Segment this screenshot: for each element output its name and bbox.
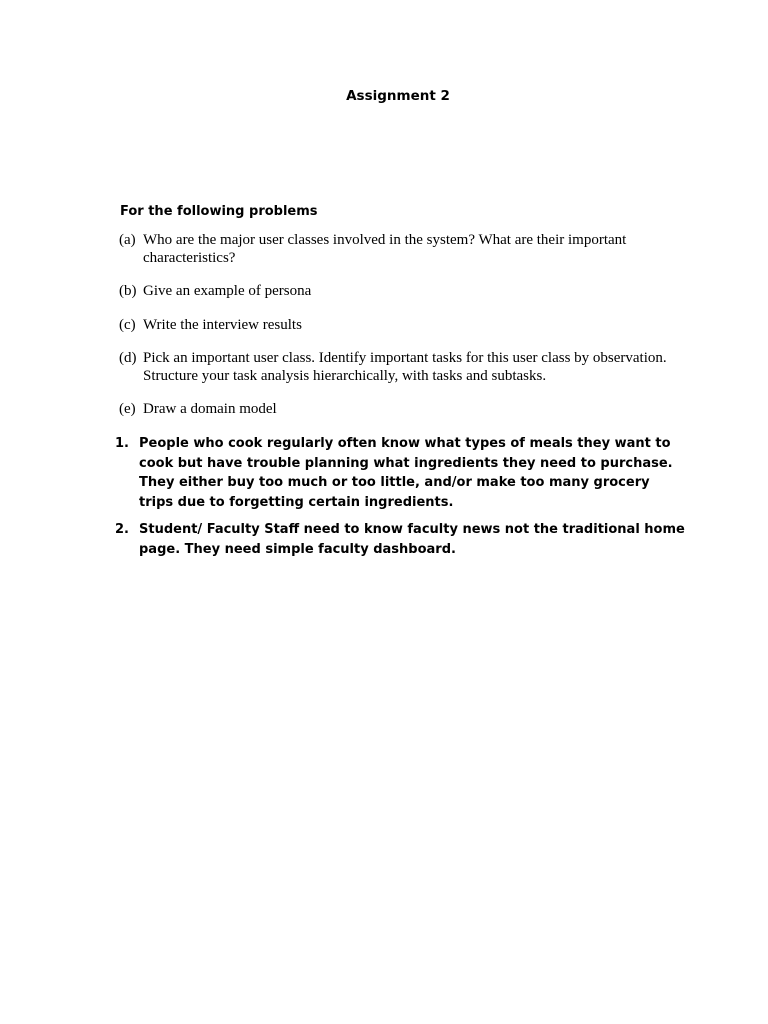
problem-item-a xyxy=(119,232,679,267)
problem-text: Draw a domain model xyxy=(143,401,277,417)
answer-number: 2. xyxy=(115,522,129,537)
problem-item-c xyxy=(119,317,679,335)
answer-item-1 xyxy=(115,434,685,512)
problem-item-b xyxy=(119,283,679,301)
answer-item-2 xyxy=(115,520,685,559)
answer-number: 1. xyxy=(115,436,129,451)
problem-marker: (d) xyxy=(119,350,137,366)
problem-item-d xyxy=(119,350,679,385)
problem-marker: (a) xyxy=(119,232,136,248)
problem-text: Pick an important user class. Identify important tasks for this user class by observation. Structure your task analysis hierarchically, with tasks and subtasks. xyxy=(143,350,667,384)
answer-text: People who cook regularly often know what types of meals they want to cook but have trouble planning what ingredients they need to purchase. They either buy too much or too little, and/or make too many grocery trips due to forgetting certain ingredients. xyxy=(139,436,673,510)
problem-marker: (e) xyxy=(119,401,136,417)
answer-text: Student/ Faculty Staff need to know faculty news not the traditional home page. They need simple faculty dashboard. xyxy=(139,522,685,557)
problem-list xyxy=(119,232,679,435)
answer-list xyxy=(115,434,685,567)
problem-text: Who are the major user classes involved in the system? What are their important characteristics? xyxy=(143,232,627,266)
problem-marker: (b) xyxy=(119,283,137,299)
problems-intro: For the following problems xyxy=(120,204,318,219)
problem-text: Give an example of persona xyxy=(143,283,312,299)
document-title: Assignment 2 xyxy=(346,88,450,104)
problem-item-e xyxy=(119,401,679,419)
problem-marker: (c) xyxy=(119,316,136,333)
problem-text: Write the interview results xyxy=(143,316,302,333)
